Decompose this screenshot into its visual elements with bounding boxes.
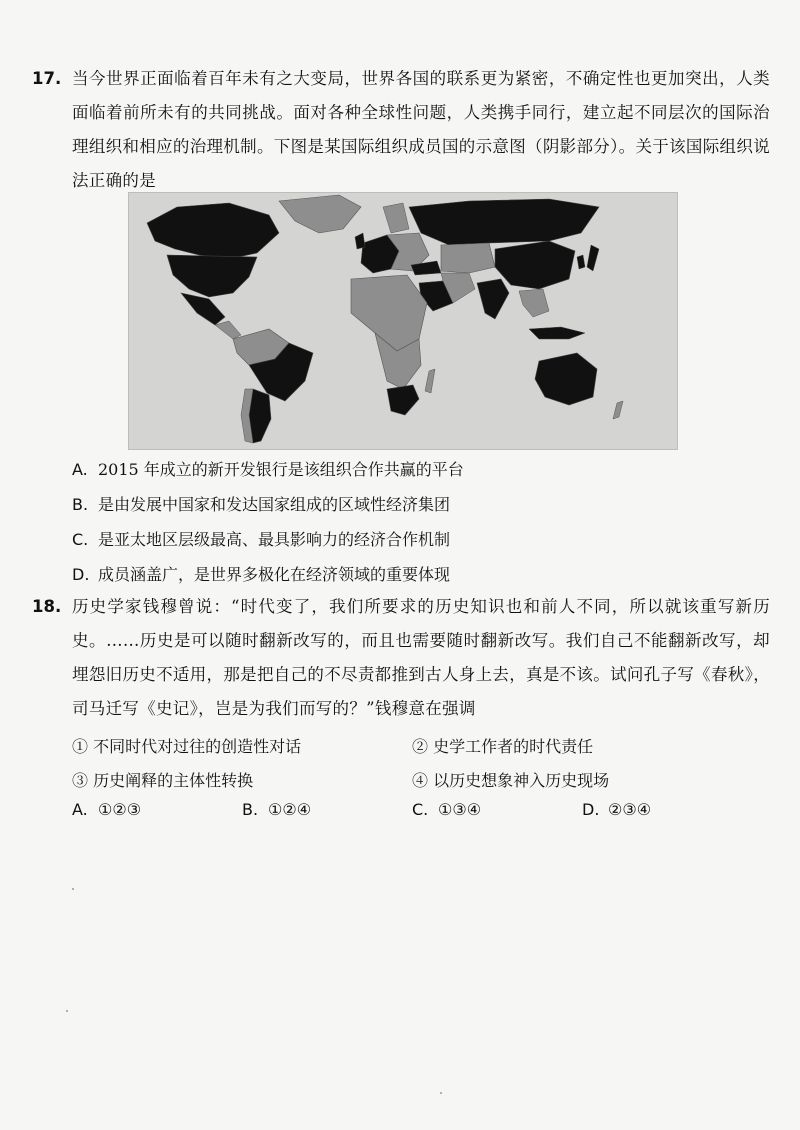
australia-shape bbox=[535, 353, 597, 405]
madagascar-shape bbox=[425, 369, 435, 393]
answer-d bbox=[582, 800, 752, 819]
option-letter: A. bbox=[72, 460, 88, 479]
answer-text: ①③④ bbox=[438, 800, 482, 819]
question-number: 17. bbox=[32, 69, 62, 88]
statement-1: ① 不同时代对过往的创造性对话 bbox=[72, 737, 302, 756]
indonesia-shape bbox=[529, 327, 585, 339]
option-a bbox=[72, 452, 464, 487]
statement-3: ③ 历史阐释的主体性转换 bbox=[72, 771, 254, 790]
argentina-shape bbox=[249, 389, 271, 443]
usa-shape bbox=[167, 255, 257, 297]
world-map-icon bbox=[129, 193, 677, 449]
india-shape bbox=[477, 279, 509, 319]
korea-shape bbox=[577, 255, 585, 269]
scan-speck bbox=[440, 1092, 442, 1094]
answer-a bbox=[72, 800, 242, 819]
answer-text: ①②③ bbox=[98, 800, 142, 819]
statement-2: ② 史学工作者的时代责任 bbox=[412, 737, 594, 756]
scan-speck bbox=[66, 1010, 68, 1012]
option-letter: B. bbox=[72, 495, 89, 514]
mexico-shape bbox=[181, 293, 225, 325]
question-stem: 当今世界正面临着百年未有之大变局，世界各国的联系更为紧密，不确定性也更加突出，人类面临着前所未有的共同挑战。面对各种全球性问题，人类携手同行，建立起不同层次的国际治理组织和相应的治理机制。下图是某国际组织成员国的示意图（阴影部分）。关于该国际组织说法正确的是 bbox=[72, 69, 770, 190]
answer-c bbox=[412, 800, 582, 819]
question-18-statements bbox=[72, 730, 752, 798]
option-text: 成员涵盖广，是世界多极化在经济领域的重要体现 bbox=[98, 565, 451, 584]
question-number: 18. bbox=[32, 597, 62, 616]
option-text: 2015 年成立的新开发银行是该组织合作共赢的平台 bbox=[98, 460, 464, 479]
southeast-asia-shape bbox=[519, 289, 549, 317]
question-stem: 历史学家钱穆曾说：“时代变了，我们所要求的历史知识也和前人不同，所以就该重写新历史。……历史是可以随时翻新改写的，而且也需要随时翻新改写。我们自己不能翻新改写，却埋怨旧历史不适用，那是把自己的不尽责都推到古人身上去，真是不该。试问孔子写《春秋》，司马迁写《史记》，岂是为我们而写的？”钱穆意在强调 bbox=[72, 597, 770, 718]
option-c bbox=[72, 522, 464, 557]
question-17-options bbox=[72, 452, 464, 592]
option-text: 是亚太地区层级最高、最具影响力的经济合作机制 bbox=[98, 530, 451, 549]
greenland-shape bbox=[279, 195, 361, 233]
question-18 bbox=[32, 590, 770, 726]
scan-speck bbox=[72, 888, 74, 890]
option-letter: C. bbox=[72, 530, 89, 549]
question-17 bbox=[32, 62, 770, 198]
answer-letter: D. bbox=[582, 800, 600, 819]
central-america-shape bbox=[215, 321, 241, 339]
central-asia-shape bbox=[441, 243, 495, 273]
russia-shape bbox=[409, 199, 599, 245]
africa-north-shape bbox=[351, 275, 427, 351]
world-map-figure bbox=[128, 192, 678, 450]
north-america-north-shape bbox=[147, 203, 279, 259]
answer-b bbox=[242, 800, 412, 819]
statement-4: ④ 以历史想象神入历史现场 bbox=[412, 771, 610, 790]
answer-letter: A. bbox=[72, 800, 88, 819]
option-letter: D. bbox=[72, 565, 90, 584]
south-africa-shape bbox=[387, 385, 419, 415]
option-d bbox=[72, 557, 464, 592]
option-text: 是由发展中国家和发达国家组成的区域性经济集团 bbox=[98, 495, 451, 514]
japan-shape bbox=[587, 245, 599, 271]
question-18-answers bbox=[72, 800, 752, 819]
answer-text: ①②④ bbox=[268, 800, 312, 819]
option-b bbox=[72, 487, 464, 522]
uk-shape bbox=[355, 233, 365, 249]
new-zealand-shape bbox=[613, 401, 623, 419]
scandinavia-shape bbox=[383, 203, 409, 233]
answer-letter: C. bbox=[412, 800, 429, 819]
answer-text: ②③④ bbox=[608, 800, 652, 819]
answer-letter: B. bbox=[242, 800, 259, 819]
china-shape bbox=[495, 241, 575, 289]
